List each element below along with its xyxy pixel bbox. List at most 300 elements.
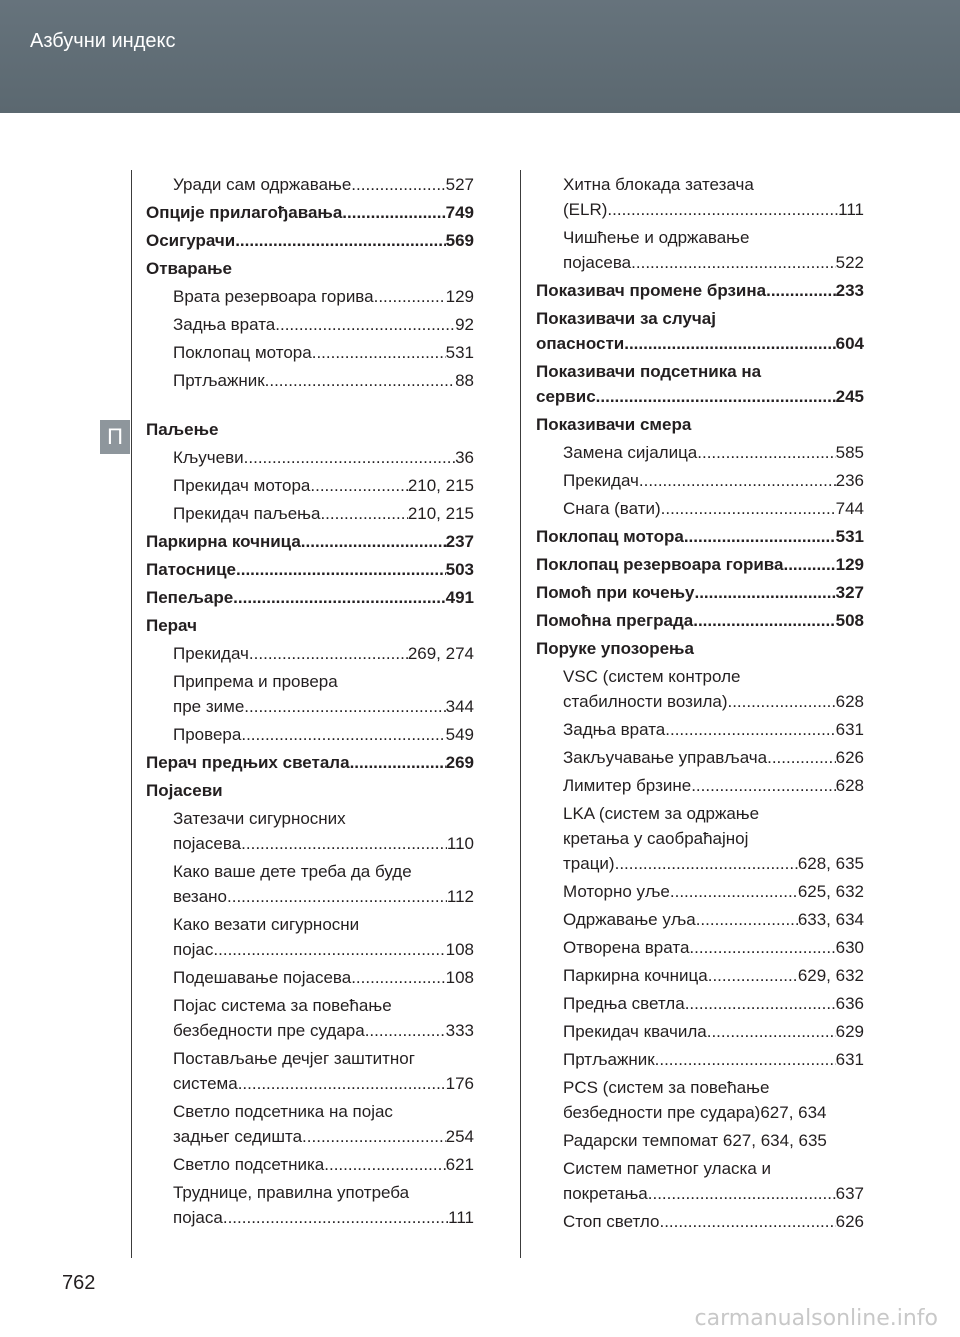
entry-term: Паркирна кочница: [146, 532, 301, 551]
entry-line: [173, 445, 474, 470]
index-entry: [146, 993, 474, 1043]
entry-term: Прекидач: [173, 644, 249, 663]
entry-term: Прекидач: [563, 471, 639, 490]
index-entry: [146, 473, 474, 498]
entry-term: безбедности пре судара)627, 634: [563, 1103, 827, 1122]
entry-line: [563, 935, 864, 960]
leader-dots: [301, 529, 446, 554]
leader-dots: [374, 284, 446, 309]
leader-dots: [631, 250, 835, 275]
entry-line: [173, 993, 474, 1018]
entry-page-ref: 237: [445, 532, 474, 551]
index-entry: [146, 750, 474, 775]
entry-page-ref: 327: [835, 583, 864, 602]
entry-term: система: [173, 1074, 238, 1093]
leader-dots: [694, 580, 835, 605]
entry-page-ref: 129: [445, 287, 474, 306]
index-entry: [146, 312, 474, 337]
entry-term: Помоћна преграда: [536, 611, 694, 630]
index-entry: [536, 664, 864, 714]
entry-term: Опције прилагођавања: [146, 203, 343, 222]
entry-term: Хитна блокада затезача: [563, 175, 754, 194]
leader-dots: [236, 557, 446, 582]
entry-line: [536, 636, 864, 661]
entry-line: [146, 228, 474, 253]
index-entry: [536, 1019, 864, 1044]
leader-dots: [697, 440, 835, 465]
entry-line: [563, 225, 864, 250]
entry-line: [173, 501, 474, 526]
entry-term: Паљење: [146, 420, 219, 439]
entry-page-ref: 569: [445, 231, 474, 250]
entry-term: Поруке упозорења: [536, 639, 694, 658]
leader-dots: [350, 750, 446, 775]
entry-term: појаса: [173, 1208, 223, 1227]
entry-page-ref: 629: [835, 1022, 864, 1041]
entry-line: [173, 937, 474, 962]
leader-dots: [241, 722, 445, 747]
entry-page-ref: 333: [445, 1021, 474, 1040]
index-entry: [146, 340, 474, 365]
entry-term: Снага (вати): [563, 499, 661, 518]
entry-page-ref: 629, 632: [797, 966, 864, 985]
entry-term: Провера: [173, 725, 242, 744]
index-entry: [536, 552, 864, 577]
leader-dots: [351, 172, 445, 197]
entry-term: VSC (систем контроле: [563, 667, 741, 686]
entry-page-ref: 36: [455, 448, 474, 467]
leader-dots: [241, 831, 447, 856]
entry-line: [146, 613, 474, 638]
entry-line: [173, 172, 474, 197]
entry-term: Како ваше дете треба да буде: [173, 862, 412, 881]
header-bar: [0, 0, 960, 113]
leader-dots: [213, 937, 445, 962]
index-entry: [146, 501, 474, 526]
entry-line: [173, 1018, 474, 1043]
leader-dots: [655, 1047, 836, 1072]
entry-line: [173, 1046, 474, 1071]
index-entry: [536, 468, 864, 493]
entry-term: Пепељаре: [146, 588, 234, 607]
entry-page-ref: 631: [835, 1050, 864, 1069]
entry-term: Чишћење и одржавање: [563, 228, 750, 247]
leader-dots: [235, 228, 445, 253]
entry-line: [173, 1152, 474, 1177]
index-entry: [536, 717, 864, 742]
entry-term: покретања: [563, 1184, 648, 1203]
entry-term: Перач предњих светала: [146, 753, 350, 772]
entry-page-ref: 630: [835, 938, 864, 957]
leader-dots: [320, 501, 407, 526]
entry-line: [536, 306, 864, 331]
index-entry: [536, 580, 864, 605]
index-entry: [146, 806, 474, 856]
entry-line: [563, 440, 864, 465]
entry-term: сервис: [536, 387, 596, 406]
page-number: 762: [62, 1272, 96, 1294]
entry-page-ref: 621: [445, 1155, 474, 1174]
index-entry: [536, 963, 864, 988]
entry-line: [563, 879, 864, 904]
entry-term: Појасеви: [146, 781, 223, 800]
entry-page-ref: 210, 215: [407, 476, 474, 495]
entry-line: [173, 965, 474, 990]
index-entry: [536, 801, 864, 876]
leader-dots: [302, 1124, 446, 1149]
entry-term: Уради сам одржавање: [173, 175, 352, 194]
entry-page-ref: 527: [445, 175, 474, 194]
entry-line: [563, 801, 864, 826]
entry-line: [146, 557, 474, 582]
leader-dots: [767, 745, 836, 770]
entry-page-ref: 108: [445, 968, 474, 987]
entry-term: Прекидач квачила: [563, 1022, 707, 1041]
entry-term: Показивач промене брзина: [536, 281, 767, 300]
entry-page-ref: 111: [448, 1208, 474, 1227]
entry-line: [173, 694, 474, 719]
entry-page-ref: 112: [446, 887, 474, 906]
leader-dots: [624, 331, 835, 356]
index-entry: [146, 445, 474, 470]
entry-line: [563, 1075, 864, 1100]
index-entry: [536, 1075, 864, 1125]
entry-line: [173, 912, 474, 937]
leader-dots: [244, 694, 445, 719]
entry-line: [563, 1047, 864, 1072]
leader-dots: [351, 965, 445, 990]
leader-dots: [615, 851, 798, 876]
entry-term: Подешавање појасева: [173, 968, 352, 987]
entry-page-ref: 344: [445, 697, 474, 716]
leader-dots: [223, 1205, 448, 1230]
leader-dots: [696, 907, 798, 932]
entry-term: Показивачи смера: [536, 415, 692, 434]
entry-term: везано: [173, 887, 228, 906]
entry-term: Кључеви: [173, 448, 244, 467]
index-entry: [536, 225, 864, 275]
entry-line: [173, 1180, 474, 1205]
entry-line: [563, 468, 864, 493]
entry-term: појасева: [173, 834, 242, 853]
entry-page-ref: 585: [835, 443, 864, 462]
leader-dots: [227, 884, 447, 909]
entry-page-ref: 110: [446, 834, 474, 853]
index-entry: [146, 228, 474, 253]
entry-line: [173, 368, 474, 393]
entry-line: [146, 200, 474, 225]
leader-dots: [661, 496, 836, 521]
leader-dots: [684, 524, 836, 549]
entry-page-ref: 236: [835, 471, 864, 490]
entry-term: Труднице, правилна употреба: [173, 1183, 410, 1202]
entry-line: [563, 250, 864, 275]
index-entry: [146, 912, 474, 962]
leader-dots: [238, 1071, 446, 1096]
entry-line: [173, 1205, 474, 1230]
entry-term: Прекидач мотора: [173, 476, 311, 495]
index-column-right: [536, 172, 864, 1237]
entry-term: Задња врата: [563, 720, 666, 739]
entry-term: Моторно уље: [563, 882, 670, 901]
index-entry: [146, 859, 474, 909]
entry-page-ref: 749: [445, 203, 474, 222]
entry-line: [173, 722, 474, 747]
entry-line: [146, 417, 474, 442]
entry-term: Помоћ при кочењу: [536, 583, 695, 602]
entry-term: кретања у саобраћајној: [563, 829, 749, 848]
entry-page-ref: 531: [445, 343, 474, 362]
entry-term: Показивачи за случај: [536, 309, 716, 328]
leader-dots: [275, 312, 455, 337]
index-entry: [146, 557, 474, 582]
entry-line: [173, 806, 474, 831]
section-title: Азбучни индекс: [30, 30, 176, 52]
leader-dots: [783, 552, 835, 577]
index-entry: [146, 641, 474, 666]
entry-line: [536, 608, 864, 633]
entry-term: стабилности возила): [563, 692, 728, 711]
entry-term: Лимитер брзине: [563, 776, 692, 795]
leader-dots: [727, 689, 835, 714]
index-entry: [146, 529, 474, 554]
leader-dots: [766, 278, 836, 303]
leader-dots: [233, 585, 445, 610]
entry-line: [563, 963, 864, 988]
entry-page-ref: 628, 635: [797, 854, 864, 873]
entry-term: Светло подсетника на појас: [173, 1102, 393, 1121]
entry-page-ref: 254: [445, 1127, 474, 1146]
entry-page-ref: 626: [835, 748, 864, 767]
entry-line: [563, 1156, 864, 1181]
entry-line: [173, 1071, 474, 1096]
index-entry: [536, 496, 864, 521]
leader-dots: [342, 200, 445, 225]
entry-page-ref: 111: [838, 200, 864, 219]
entry-line: [146, 778, 474, 803]
index-column-left: [146, 172, 474, 1233]
entry-line: [536, 580, 864, 605]
entry-term: LKA (систем за одржање: [563, 804, 760, 823]
index-entry: [146, 585, 474, 610]
index-entry: [536, 773, 864, 798]
entry-term: безбедности пре судара: [173, 1021, 365, 1040]
index-entry: [146, 778, 474, 803]
entry-term: Како везати сигурносни: [173, 915, 360, 934]
index-entry: [146, 256, 474, 281]
index-entry: [146, 1152, 474, 1177]
entry-page-ref: 92: [455, 315, 474, 334]
entry-line: [563, 991, 864, 1016]
entry-line: [146, 529, 474, 554]
entry-line: [563, 907, 864, 932]
entry-page-ref: 744: [835, 499, 864, 518]
leader-dots: [685, 991, 836, 1016]
entry-line: [536, 552, 864, 577]
entry-term: Поклопац мотора: [536, 527, 684, 546]
entry-term: Поклопац резервоара горива: [536, 555, 784, 574]
entry-line: [563, 851, 864, 876]
entry-line: [173, 859, 474, 884]
entry-page-ref: 633, 634: [797, 910, 864, 929]
leader-dots: [249, 641, 408, 666]
index-entry: [146, 172, 474, 197]
index-entry: [536, 1156, 864, 1206]
entry-page-ref: 503: [445, 560, 474, 579]
entry-line: [563, 826, 864, 851]
index-entry: [536, 1047, 864, 1072]
entry-page-ref: 626: [835, 1212, 864, 1231]
index-entry: [146, 200, 474, 225]
entry-term: Стоп светло: [563, 1212, 660, 1231]
entry-term: Радарски темпомат 627, 634, 635: [563, 1131, 827, 1150]
index-entry: [536, 745, 864, 770]
entry-term: Предња светла: [563, 994, 685, 1013]
entry-line: [146, 256, 474, 281]
entry-page-ref: 637: [835, 1184, 864, 1203]
entry-term: Показивачи подсетника на: [536, 362, 762, 381]
watermark: carmanualsonline.info: [694, 1306, 938, 1331]
index-entry: [536, 306, 864, 356]
entry-line: [563, 717, 864, 742]
entry-page-ref: 636: [835, 994, 864, 1013]
entry-line: [563, 664, 864, 689]
entry-page-ref: 549: [445, 725, 474, 744]
entry-line: [563, 1128, 864, 1153]
leader-dots: [324, 1152, 445, 1177]
entry-line: [146, 750, 474, 775]
entry-line: [563, 1181, 864, 1206]
entry-line: [173, 1124, 474, 1149]
index-entry: [146, 1046, 474, 1096]
entry-term: PCS (систем за повећање: [563, 1078, 770, 1097]
index-entry: [536, 1128, 864, 1153]
entry-term: Паркирна кочница: [563, 966, 708, 985]
entry-page-ref: 269, 274: [407, 644, 474, 663]
leader-dots: [670, 879, 798, 904]
entry-term: Постављање дечјег заштитног: [173, 1049, 415, 1068]
entry-term: опасности: [536, 334, 625, 353]
entry-page-ref: 233: [835, 281, 864, 300]
entry-line: [563, 689, 864, 714]
entry-line: [173, 669, 474, 694]
entry-term: Одржавање уља: [563, 910, 696, 929]
index-entry: [536, 907, 864, 932]
index-entry: [536, 636, 864, 661]
leader-dots: [607, 197, 838, 222]
entry-page-ref: 491: [445, 588, 474, 607]
entry-term: Систем паметног уласка и: [563, 1159, 772, 1178]
entry-page-ref: 210, 215: [407, 504, 474, 523]
entry-term: (ELR): [563, 200, 608, 219]
leader-dots: [693, 608, 835, 633]
entry-line: [173, 1099, 474, 1124]
entry-term: задњег седишта: [173, 1127, 303, 1146]
entry-line: [563, 496, 864, 521]
leader-dots: [310, 473, 407, 498]
index-entry: [536, 879, 864, 904]
entry-term: појасева: [563, 253, 632, 272]
entry-line: [563, 172, 864, 197]
entry-page-ref: 531: [835, 527, 864, 546]
entry-page-ref: 628: [835, 692, 864, 711]
entry-line: [563, 773, 864, 798]
leader-dots: [312, 340, 446, 365]
entry-term: Пртљажник: [173, 371, 265, 390]
index-entry: [536, 935, 864, 960]
entry-page-ref: 88: [455, 371, 474, 390]
index-entry: [146, 284, 474, 309]
leader-dots: [365, 1018, 446, 1043]
index-entry: [146, 1099, 474, 1149]
entry-page-ref: 604: [835, 334, 864, 353]
entry-line: [536, 278, 864, 303]
index-entry: [146, 1180, 474, 1230]
leader-dots: [265, 368, 455, 393]
leader-dots: [639, 468, 836, 493]
index-entry: [536, 172, 864, 222]
entry-term: Светло подсетника: [173, 1155, 325, 1174]
entry-line: [563, 1209, 864, 1234]
entry-line: [536, 359, 864, 384]
index-entry: [146, 722, 474, 747]
leader-dots: [596, 384, 836, 409]
entry-term: пре зиме: [173, 697, 245, 716]
entry-term: Перач: [146, 616, 197, 635]
entry-term: Замена сијалица: [563, 443, 698, 462]
entry-line: [536, 384, 864, 409]
entry-page-ref: 508: [835, 611, 864, 630]
index-letter-tab: П: [100, 420, 130, 454]
entry-term: Отварање: [146, 259, 232, 278]
entry-line: [173, 831, 474, 856]
entry-page-ref: 628: [835, 776, 864, 795]
entry-term: Појас система за повећање: [173, 996, 392, 1015]
leader-dots: [707, 1019, 836, 1044]
index-entry: [146, 965, 474, 990]
entry-line: [563, 1019, 864, 1044]
entry-page-ref: 522: [835, 253, 864, 272]
index-entry: [146, 669, 474, 719]
entry-line: [173, 284, 474, 309]
entry-page-ref: 631: [835, 720, 864, 739]
leader-dots: [665, 717, 835, 742]
entry-term: појас: [173, 940, 214, 959]
entry-term: Затезачи сигурносних: [173, 809, 346, 828]
entry-line: [563, 197, 864, 222]
index-entry: [536, 412, 864, 437]
leader-dots: [708, 963, 798, 988]
entry-term: Поклопац мотора: [173, 343, 312, 362]
index-entry: [536, 278, 864, 303]
index-entry: [536, 524, 864, 549]
entry-line: [146, 585, 474, 610]
leader-dots: [689, 935, 835, 960]
entry-term: Пртљажник: [563, 1050, 655, 1069]
entry-term: Врата резервоара горива: [173, 287, 374, 306]
right-column-rule: [520, 170, 521, 1258]
index-entry: [536, 1209, 864, 1234]
index-entry: [536, 440, 864, 465]
entry-term: Отворена врата: [563, 938, 690, 957]
entry-term: Задња врата: [173, 315, 276, 334]
entry-page-ref: 269: [445, 753, 474, 772]
leader-dots: [659, 1209, 835, 1234]
entry-line: [173, 884, 474, 909]
index-entry: [146, 368, 474, 393]
entry-line: [173, 312, 474, 337]
entry-term: Закључавање управљача: [563, 748, 768, 767]
